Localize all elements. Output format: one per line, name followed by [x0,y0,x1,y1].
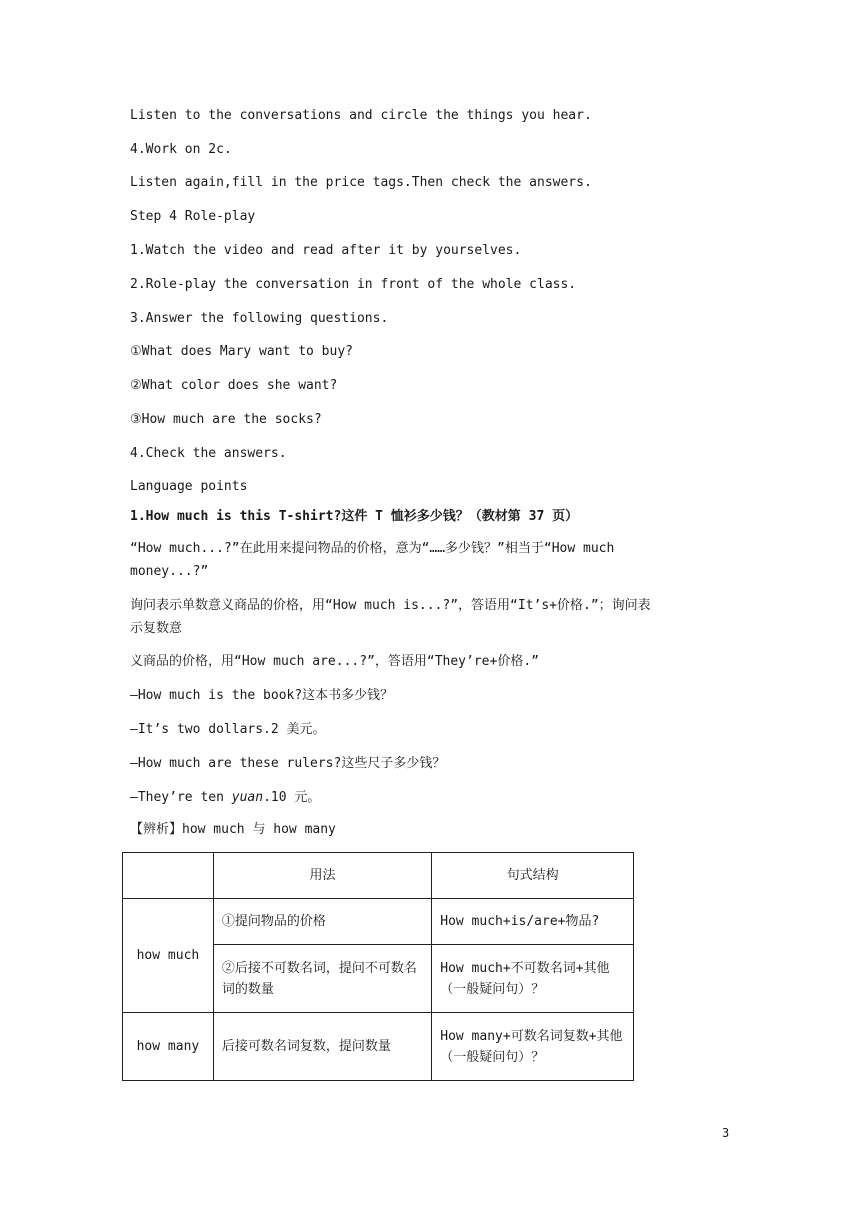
step-heading: Step 4 Role-play [130,209,256,224]
paragraph-line: 询问表示单数意义商品的价格，用“How much is...?”，答语用“It’s+价格.”；询问表 [130,598,651,613]
instruction-line: 1.Watch the video and read after it by yourselves. [130,243,522,258]
question-line: ③How much are the socks? [130,412,322,427]
analysis-title: 【辨析】how much 与 how many [130,822,336,837]
instruction-line: 2.Role-play the conversation in front of the whole class. [130,277,577,292]
table-cell: How much+is/are+物品? [432,899,634,945]
example-suffix: .10 元。 [263,790,321,805]
table-row [123,899,634,945]
comparison-table [122,852,634,1081]
table-cell: ②后接不可数名词，提问不可数名词的数量 [213,945,431,1013]
paragraph-line: 义商品的价格，用“How much are...?”，答语用“They’re+价格.” [130,654,539,669]
section-heading: Language points [130,479,248,494]
table-header-usage: 用法 [213,853,431,899]
table-row [123,1013,634,1081]
table-cell-how-much: how much [123,899,214,1013]
paragraph-line: money...?” [130,564,209,579]
instruction-line: Listen to the conversations and circle the things you hear. [130,108,592,123]
question-line: ①What does Mary want to buy? [130,344,353,359]
example-line [130,789,320,807]
table-row [123,853,634,899]
instruction-line: 4.Work on 2c. [130,142,232,157]
table-header-structure: 句式结构 [432,853,634,899]
table-cell-how-many: how many [123,1013,214,1081]
example-prefix: —They’re ten [130,790,232,805]
question-line: ②What color does she want? [130,378,338,393]
instruction-line: 4.Check the answers. [130,446,287,461]
table-cell: 后接可数名词复数，提问数量 [213,1013,431,1081]
instruction-line: Listen again,fill in the price tags.Then check the answers. [130,175,592,190]
page-number: 3 [722,1126,730,1140]
language-point-heading: 1.How much is this T-shirt?这件 T 恤衫多少钱？（教材第 37 页） [130,509,579,524]
example-italic-word: yuan [231,790,264,805]
table-cell-empty [123,853,214,899]
instruction-line: 3.Answer the following questions. [130,311,389,326]
example-line: —How much is the book?这本书多少钱？ [130,688,394,703]
table-cell: ①提问物品的价格 [213,899,431,945]
table-cell: How many+可数名词复数+其他（一般疑问句）？ [432,1013,634,1081]
paragraph-line: 示复数意 [130,621,183,636]
example-line: —It’s two dollars.2 美元。 [130,722,326,737]
table-cell: How much+不可数名词+其他（一般疑问句）？ [432,945,634,1013]
paragraph-line: “How much...?”在此用来提问物品的价格，意为“……多少钱？”相当于“How much [130,541,615,556]
example-line: —How much are these rulers?这些尺子多少钱？ [130,756,446,771]
